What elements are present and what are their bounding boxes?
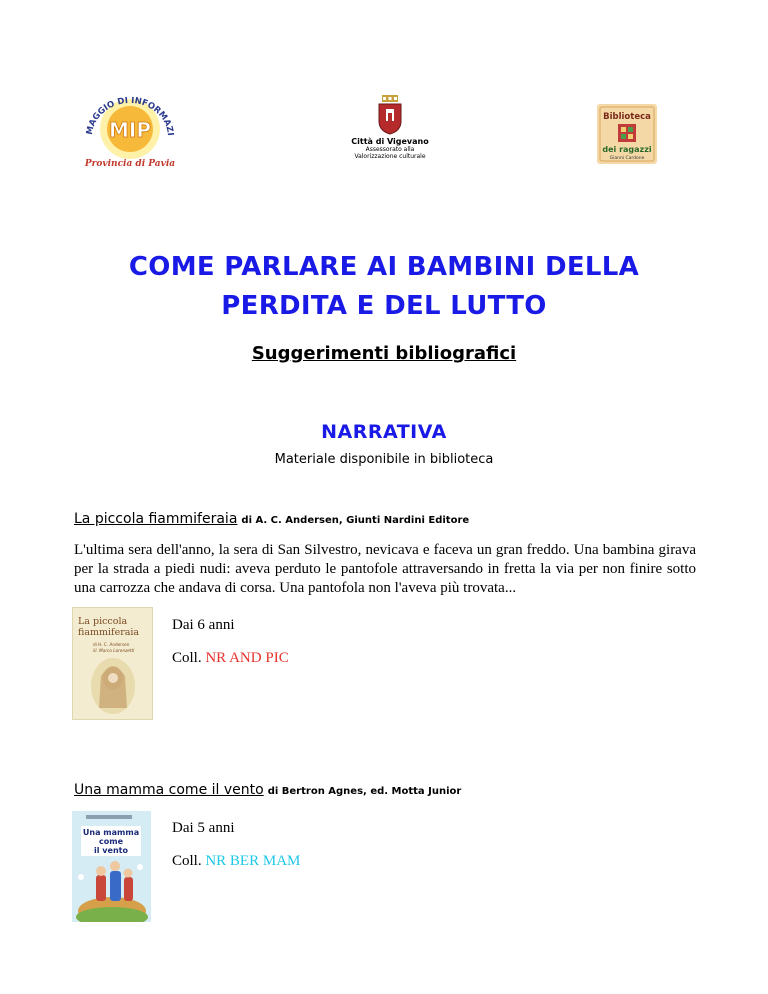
- book-2-cover-title-1: Una mamma: [82, 828, 140, 837]
- book-1-author: di A. C. Andersen, Giunti Nardini Editore: [241, 515, 470, 526]
- book-1-coll-label: Coll.: [172, 650, 202, 666]
- book-1-heading: [74, 508, 469, 527]
- mip-center: MIP: [108, 118, 152, 142]
- book-1-collocation: [172, 650, 289, 667]
- page-title-line-1: COME PARLARE AI BAMBINI DELLA: [128, 252, 640, 282]
- section-title: NARRATIVA: [321, 421, 447, 443]
- city-logo: [340, 95, 440, 175]
- page-title: [0, 248, 768, 326]
- page-title-line-2: PERDITA E DEL LUTTO: [221, 291, 547, 321]
- city-name: Città di Vigevano: [351, 137, 429, 146]
- mip-logo: [78, 85, 182, 169]
- book-1-description: L'ultima sera dell'anno, la sera di San Silvestro, nevicava e faceva un gran freddo. Una bambina girava per la strada a piedi nudi: aveva perduto le pantofole attraversando in fretta la via per non finire sotto una carrozza che andava di corsa. Una pantofola non l'aveva più trovata...: [74, 542, 696, 596]
- book-1-cover-title-2: fiammiferaia: [78, 627, 140, 638]
- book-2-author: di Bertron Agnes, ed. Motta Junior: [267, 786, 462, 797]
- library-line-1: Biblioteca: [603, 112, 651, 122]
- section-subtitle: Materiale disponibile in biblioteca: [274, 452, 494, 467]
- book-1-title: La piccola fiammiferaia: [74, 511, 238, 527]
- city-subline-2: Valorizzazione culturale: [354, 153, 426, 160]
- book-2-heading: [74, 779, 461, 798]
- book-2-age: Dai 5 anni: [172, 820, 235, 836]
- book-1-age: Dai 6 anni: [172, 617, 235, 633]
- book-1-cover-author: di H. C. Andersen: [93, 642, 130, 647]
- book-1-cover-illustrator: ill. Marco Lorenzetti: [93, 648, 135, 653]
- library-line-2: dei ragazzi: [602, 145, 652, 154]
- library-logo: [597, 104, 657, 164]
- library-line-3: Gianni Cardone: [609, 156, 645, 161]
- page-subtitle: Suggerimenti bibliografici: [251, 343, 517, 364]
- book-1-cover-title-1: La piccola: [78, 616, 128, 627]
- book-1-coll-code: NR AND PIC: [205, 650, 289, 666]
- book-2-coll-label: Coll.: [172, 853, 202, 869]
- city-crest-icon: [377, 95, 403, 135]
- book-2-title: Una mamma come il vento: [74, 782, 264, 798]
- book-2-collocation: [172, 853, 300, 870]
- mip-ring-text: MAGGIO DI INFORMAZI: [84, 95, 175, 137]
- city-subline-1: Assessorato alla: [365, 146, 415, 153]
- book-2-cover-title-2: come: [99, 837, 123, 846]
- book-1-cover: [72, 607, 153, 720]
- book-2-coll-code: NR BER MAM: [205, 853, 301, 869]
- mip-footer: Provincia di Pavia: [84, 159, 176, 169]
- book-2-cover: [72, 811, 151, 922]
- book-2-cover-title-3: il vento: [94, 846, 128, 855]
